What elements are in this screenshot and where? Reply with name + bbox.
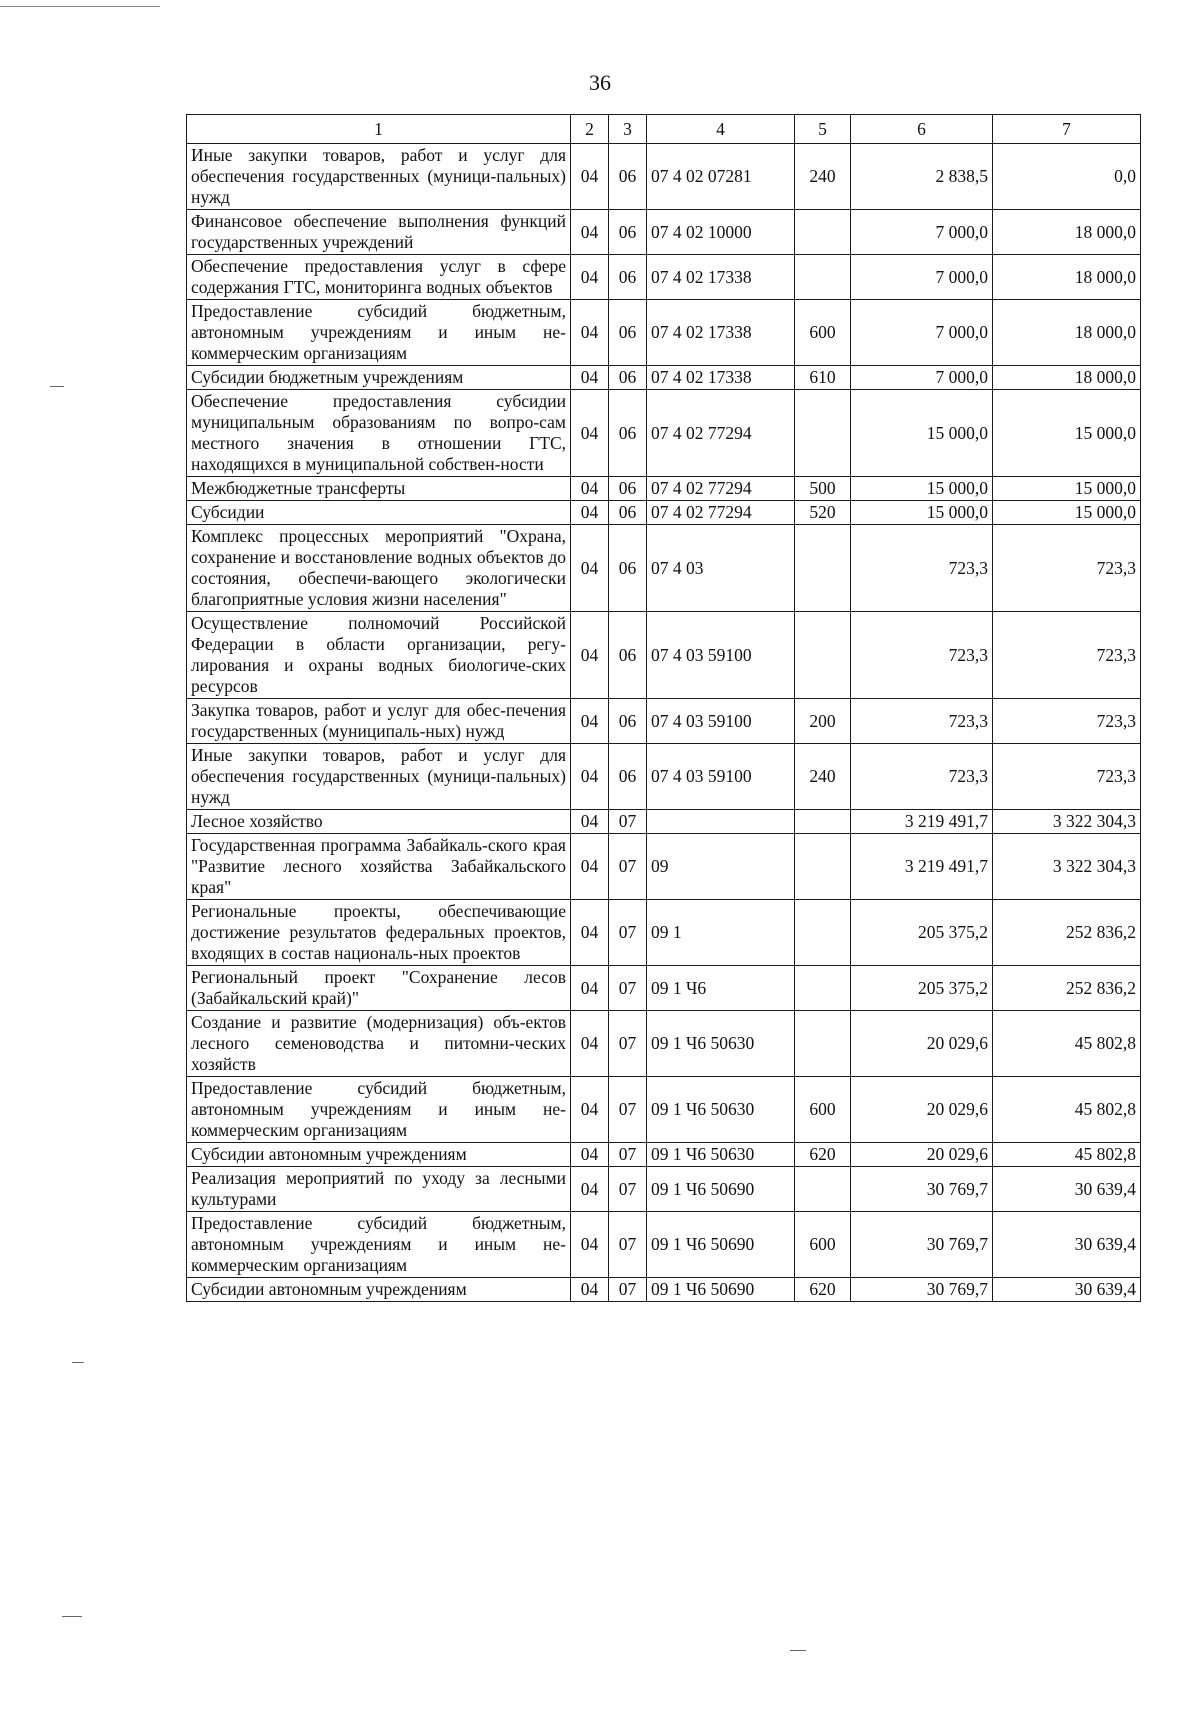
target-article-cell: 09 1 Ч6 50690 bbox=[647, 1278, 795, 1302]
amount-year1-cell: 723,3 bbox=[851, 744, 993, 810]
expense-type-cell: 620 bbox=[795, 1278, 851, 1302]
amount-year2-cell: 15 000,0 bbox=[993, 390, 1141, 477]
subsection-code-cell: 06 bbox=[609, 210, 647, 255]
target-article-cell: 07 4 03 59100 bbox=[647, 744, 795, 810]
amount-year2-cell: 18 000,0 bbox=[993, 300, 1141, 366]
section-code-cell: 04 bbox=[571, 1077, 609, 1143]
target-article-cell: 09 1 Ч6 50690 bbox=[647, 1212, 795, 1278]
subsection-code-cell: 06 bbox=[609, 366, 647, 390]
row-name-cell: Государственная программа Забайкаль-ского края "Развитие лесного хозяйства Забайкальского края" bbox=[187, 834, 571, 900]
subsection-code-cell: 07 bbox=[609, 1212, 647, 1278]
expense-type-cell bbox=[795, 525, 851, 612]
expense-type-cell: 500 bbox=[795, 477, 851, 501]
section-code-cell: 04 bbox=[571, 210, 609, 255]
amount-year2-cell: 45 802,8 bbox=[993, 1011, 1141, 1077]
row-name-cell: Иные закупки товаров, работ и услуг для обеспечения государственных (муници-пальных) нужд bbox=[187, 144, 571, 210]
expense-type-cell bbox=[795, 390, 851, 477]
expense-type-cell bbox=[795, 210, 851, 255]
amount-year1-cell: 723,3 bbox=[851, 612, 993, 699]
amount-year2-cell: 30 639,4 bbox=[993, 1278, 1141, 1302]
table-row bbox=[187, 144, 1141, 210]
row-name-cell: Создание и развитие (модернизация) объ-ектов лесного семеноводства и питомни-ческих хозяйств bbox=[187, 1011, 571, 1077]
row-name-cell: Межбюджетные трансферты bbox=[187, 477, 571, 501]
row-name-cell: Лесное хозяйство bbox=[187, 810, 571, 834]
expense-type-cell bbox=[795, 612, 851, 699]
col-header-1: 1 bbox=[187, 115, 571, 144]
amount-year2-cell: 30 639,4 bbox=[993, 1212, 1141, 1278]
scan-artifact bbox=[72, 1362, 84, 1363]
col-header-7: 7 bbox=[993, 115, 1141, 144]
col-header-3: 3 bbox=[609, 115, 647, 144]
section-code-cell: 04 bbox=[571, 144, 609, 210]
subsection-code-cell: 06 bbox=[609, 144, 647, 210]
expense-type-cell bbox=[795, 834, 851, 900]
target-article-cell: 07 4 02 77294 bbox=[647, 390, 795, 477]
target-article-cell: 07 4 02 17338 bbox=[647, 366, 795, 390]
subsection-code-cell: 06 bbox=[609, 390, 647, 477]
section-code-cell: 04 bbox=[571, 966, 609, 1011]
row-name-cell: Предоставление субсидий бюджетным, автономным учреждениям и иным не-коммерческим организациям bbox=[187, 1077, 571, 1143]
subsection-code-cell: 07 bbox=[609, 1011, 647, 1077]
section-code-cell: 04 bbox=[571, 1212, 609, 1278]
table-row bbox=[187, 1278, 1141, 1302]
row-name-cell: Субсидии bbox=[187, 501, 571, 525]
table-row bbox=[187, 390, 1141, 477]
amount-year1-cell: 7 000,0 bbox=[851, 366, 993, 390]
amount-year2-cell: 3 322 304,3 bbox=[993, 810, 1141, 834]
amount-year1-cell: 20 029,6 bbox=[851, 1077, 993, 1143]
section-code-cell: 04 bbox=[571, 699, 609, 744]
expense-type-cell: 600 bbox=[795, 300, 851, 366]
expense-type-cell: 600 bbox=[795, 1077, 851, 1143]
target-article-cell: 07 4 02 17338 bbox=[647, 255, 795, 300]
table-row bbox=[187, 1167, 1141, 1212]
amount-year2-cell: 252 836,2 bbox=[993, 966, 1141, 1011]
expense-type-cell bbox=[795, 900, 851, 966]
amount-year1-cell: 205 375,2 bbox=[851, 966, 993, 1011]
page-number: 36 bbox=[589, 70, 611, 95]
expense-type-cell: 600 bbox=[795, 1212, 851, 1278]
table-row bbox=[187, 834, 1141, 900]
scan-artifact bbox=[62, 1616, 82, 1617]
table-row bbox=[187, 744, 1141, 810]
subsection-code-cell: 06 bbox=[609, 612, 647, 699]
row-name-cell: Обеспечение предоставления субсидии муниципальным образованиям по вопро-сам местного значения в отношении ГТС, находящихся в муниципальной собствен-ности bbox=[187, 390, 571, 477]
budget-table bbox=[186, 114, 1141, 1302]
expense-type-cell: 610 bbox=[795, 366, 851, 390]
table-row bbox=[187, 1011, 1141, 1077]
amount-year2-cell: 18 000,0 bbox=[993, 210, 1141, 255]
table-row bbox=[187, 1077, 1141, 1143]
row-name-cell: Осуществление полномочий Российской Федерации в области организации, регу-лирования и охраны водных биологиче-ских ресурсов bbox=[187, 612, 571, 699]
col-header-4: 4 bbox=[647, 115, 795, 144]
amount-year1-cell: 15 000,0 bbox=[851, 501, 993, 525]
section-code-cell: 04 bbox=[571, 300, 609, 366]
row-name-cell: Реализация мероприятий по уходу за лесными культурами bbox=[187, 1167, 571, 1212]
subsection-code-cell: 06 bbox=[609, 477, 647, 501]
table-row bbox=[187, 612, 1141, 699]
subsection-code-cell: 06 bbox=[609, 744, 647, 810]
amount-year1-cell: 7 000,0 bbox=[851, 255, 993, 300]
amount-year1-cell: 30 769,7 bbox=[851, 1278, 993, 1302]
target-article-cell: 07 4 02 77294 bbox=[647, 501, 795, 525]
row-name-cell: Обеспечение предоставления услуг в сфере содержания ГТС, мониторинга водных объектов bbox=[187, 255, 571, 300]
amount-year1-cell: 3 219 491,7 bbox=[851, 810, 993, 834]
amount-year2-cell: 0,0 bbox=[993, 144, 1141, 210]
header-row bbox=[187, 115, 1141, 144]
amount-year1-cell: 723,3 bbox=[851, 699, 993, 744]
target-article-cell bbox=[647, 810, 795, 834]
table-row bbox=[187, 810, 1141, 834]
col-header-2: 2 bbox=[571, 115, 609, 144]
row-name-cell: Субсидии автономным учреждениям bbox=[187, 1278, 571, 1302]
table-row bbox=[187, 1143, 1141, 1167]
expense-type-cell bbox=[795, 1167, 851, 1212]
table-row bbox=[187, 501, 1141, 525]
amount-year2-cell: 723,3 bbox=[993, 612, 1141, 699]
table-row bbox=[187, 900, 1141, 966]
subsection-code-cell: 07 bbox=[609, 810, 647, 834]
row-name-cell: Предоставление субсидий бюджетным, автономным учреждениям и иным не-коммерческим организациям bbox=[187, 1212, 571, 1278]
subsection-code-cell: 07 bbox=[609, 966, 647, 1011]
table-row bbox=[187, 699, 1141, 744]
subsection-code-cell: 06 bbox=[609, 255, 647, 300]
row-name-cell: Субсидии бюджетным учреждениям bbox=[187, 366, 571, 390]
table-row bbox=[187, 525, 1141, 612]
target-article-cell: 07 4 03 59100 bbox=[647, 612, 795, 699]
subsection-code-cell: 06 bbox=[609, 525, 647, 612]
section-code-cell: 04 bbox=[571, 1011, 609, 1077]
subsection-code-cell: 07 bbox=[609, 1143, 647, 1167]
amount-year1-cell: 723,3 bbox=[851, 525, 993, 612]
expense-type-cell: 240 bbox=[795, 144, 851, 210]
row-name-cell: Предоставление субсидий бюджетным, автономным учреждениям и иным не-коммерческим организациям bbox=[187, 300, 571, 366]
target-article-cell: 07 4 02 10000 bbox=[647, 210, 795, 255]
expense-type-cell bbox=[795, 1011, 851, 1077]
table-row bbox=[187, 255, 1141, 300]
table-row bbox=[187, 1212, 1141, 1278]
expense-type-cell bbox=[795, 966, 851, 1011]
amount-year2-cell: 3 322 304,3 bbox=[993, 834, 1141, 900]
section-code-cell: 04 bbox=[571, 810, 609, 834]
amount-year2-cell: 18 000,0 bbox=[993, 366, 1141, 390]
scan-artifact bbox=[0, 6, 160, 7]
table-row bbox=[187, 210, 1141, 255]
section-code-cell: 04 bbox=[571, 477, 609, 501]
section-code-cell: 04 bbox=[571, 501, 609, 525]
expense-type-cell bbox=[795, 255, 851, 300]
section-code-cell: 04 bbox=[571, 525, 609, 612]
section-code-cell: 04 bbox=[571, 834, 609, 900]
expense-type-cell: 240 bbox=[795, 744, 851, 810]
target-article-cell: 07 4 03 59100 bbox=[647, 699, 795, 744]
section-code-cell: 04 bbox=[571, 1278, 609, 1302]
amount-year1-cell: 20 029,6 bbox=[851, 1011, 993, 1077]
target-article-cell: 09 1 Ч6 50630 bbox=[647, 1077, 795, 1143]
scan-artifact bbox=[50, 386, 64, 387]
amount-year1-cell: 7 000,0 bbox=[851, 300, 993, 366]
row-name-cell: Финансовое обеспечение выполнения функций государственных учреждений bbox=[187, 210, 571, 255]
amount-year1-cell: 15 000,0 bbox=[851, 477, 993, 501]
amount-year1-cell: 205 375,2 bbox=[851, 900, 993, 966]
target-article-cell: 09 bbox=[647, 834, 795, 900]
section-code-cell: 04 bbox=[571, 900, 609, 966]
row-name-cell: Комплекс процессных мероприятий "Охрана, сохранение и восстановление водных объектов до состояния, обеспечи-вающего экологически благоприятные условия жизни населения" bbox=[187, 525, 571, 612]
subsection-code-cell: 06 bbox=[609, 699, 647, 744]
amount-year2-cell: 15 000,0 bbox=[993, 501, 1141, 525]
section-code-cell: 04 bbox=[571, 744, 609, 810]
table-body bbox=[187, 144, 1141, 1302]
target-article-cell: 07 4 03 bbox=[647, 525, 795, 612]
expense-type-cell: 200 bbox=[795, 699, 851, 744]
scan-artifact bbox=[790, 1650, 806, 1651]
section-code-cell: 04 bbox=[571, 255, 609, 300]
subsection-code-cell: 07 bbox=[609, 1278, 647, 1302]
expense-type-cell: 520 bbox=[795, 501, 851, 525]
amount-year2-cell: 30 639,4 bbox=[993, 1167, 1141, 1212]
amount-year2-cell: 45 802,8 bbox=[993, 1077, 1141, 1143]
col-header-6: 6 bbox=[851, 115, 993, 144]
table-row bbox=[187, 966, 1141, 1011]
amount-year1-cell: 3 219 491,7 bbox=[851, 834, 993, 900]
section-code-cell: 04 bbox=[571, 390, 609, 477]
amount-year2-cell: 723,3 bbox=[993, 744, 1141, 810]
amount-year2-cell: 252 836,2 bbox=[993, 900, 1141, 966]
expense-type-cell bbox=[795, 810, 851, 834]
subsection-code-cell: 07 bbox=[609, 1077, 647, 1143]
target-article-cell: 07 4 02 77294 bbox=[647, 477, 795, 501]
section-code-cell: 04 bbox=[571, 1143, 609, 1167]
subsection-code-cell: 06 bbox=[609, 300, 647, 366]
subsection-code-cell: 07 bbox=[609, 1167, 647, 1212]
subsection-code-cell: 06 bbox=[609, 501, 647, 525]
amount-year1-cell: 7 000,0 bbox=[851, 210, 993, 255]
amount-year1-cell: 30 769,7 bbox=[851, 1212, 993, 1278]
amount-year2-cell: 45 802,8 bbox=[993, 1143, 1141, 1167]
amount-year2-cell: 15 000,0 bbox=[993, 477, 1141, 501]
amount-year1-cell: 20 029,6 bbox=[851, 1143, 993, 1167]
target-article-cell: 07 4 02 07281 bbox=[647, 144, 795, 210]
row-name-cell: Иные закупки товаров, работ и услуг для обеспечения государственных (муници-пальных) нужд bbox=[187, 744, 571, 810]
row-name-cell: Закупка товаров, работ и услуг для обес-печения государственных (муниципаль-ных) нужд bbox=[187, 699, 571, 744]
target-article-cell: 09 1 Ч6 50630 bbox=[647, 1011, 795, 1077]
row-name-cell: Региональный проект "Сохранение лесов (Забайкальский край)" bbox=[187, 966, 571, 1011]
target-article-cell: 09 1 Ч6 50690 bbox=[647, 1167, 795, 1212]
subsection-code-cell: 07 bbox=[609, 900, 647, 966]
amount-year2-cell: 723,3 bbox=[993, 699, 1141, 744]
row-name-cell: Субсидии автономным учреждениям bbox=[187, 1143, 571, 1167]
target-article-cell: 09 1 Ч6 bbox=[647, 966, 795, 1011]
table-row bbox=[187, 366, 1141, 390]
amount-year2-cell: 723,3 bbox=[993, 525, 1141, 612]
table-row bbox=[187, 477, 1141, 501]
section-code-cell: 04 bbox=[571, 366, 609, 390]
amount-year1-cell: 15 000,0 bbox=[851, 390, 993, 477]
section-code-cell: 04 bbox=[571, 612, 609, 699]
table-row bbox=[187, 300, 1141, 366]
amount-year1-cell: 30 769,7 bbox=[851, 1167, 993, 1212]
expense-type-cell: 620 bbox=[795, 1143, 851, 1167]
target-article-cell: 07 4 02 17338 bbox=[647, 300, 795, 366]
amount-year1-cell: 2 838,5 bbox=[851, 144, 993, 210]
col-header-5: 5 bbox=[795, 115, 851, 144]
subsection-code-cell: 07 bbox=[609, 834, 647, 900]
target-article-cell: 09 1 bbox=[647, 900, 795, 966]
amount-year2-cell: 18 000,0 bbox=[993, 255, 1141, 300]
section-code-cell: 04 bbox=[571, 1167, 609, 1212]
target-article-cell: 09 1 Ч6 50630 bbox=[647, 1143, 795, 1167]
row-name-cell: Региональные проекты, обеспечивающие достижение результатов федеральных проектов, входящих в состав националь-ных проектов bbox=[187, 900, 571, 966]
